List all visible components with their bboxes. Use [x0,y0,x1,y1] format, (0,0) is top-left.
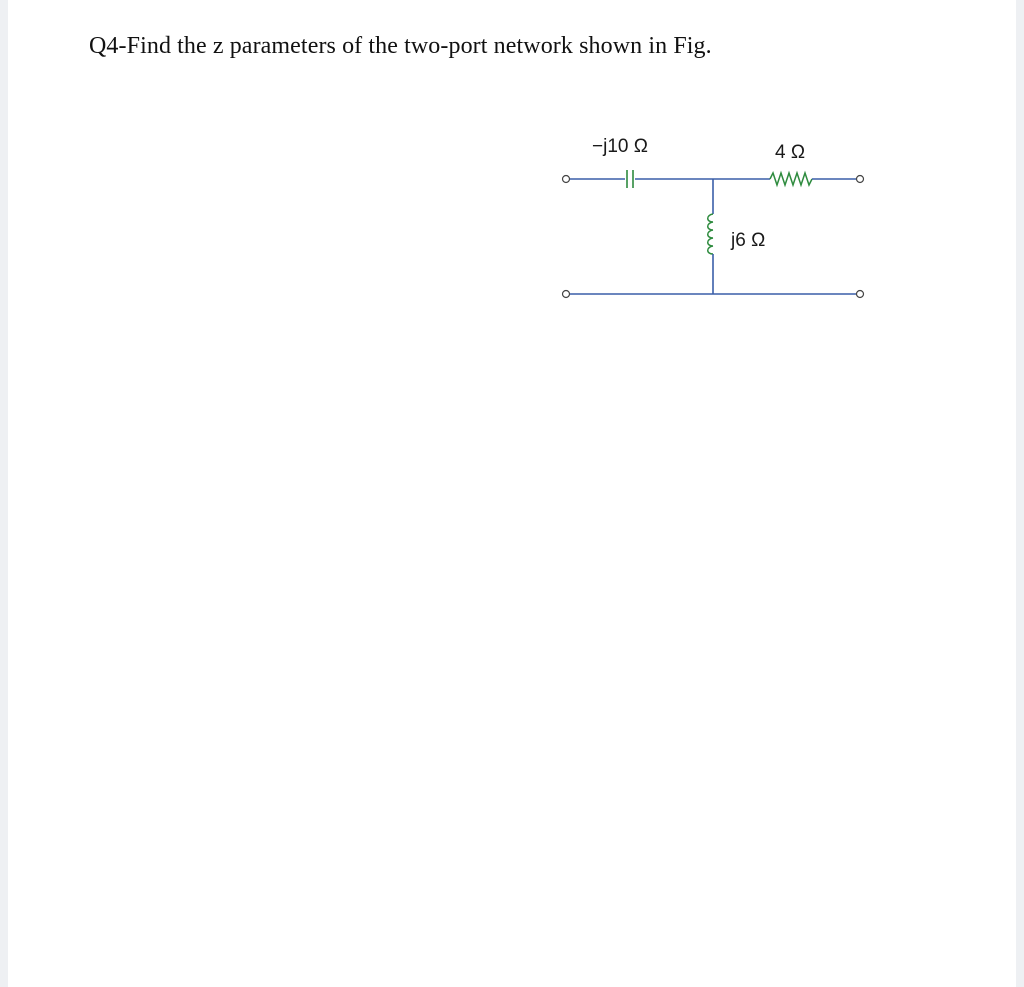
capacitor-label: −j10 Ω [592,136,648,157]
input-terminal-top [563,176,570,183]
resistor-symbol [770,173,812,185]
resistor-label: 4 Ω [775,142,806,163]
question-text: Q4-Find the z parameters of the two-port network shown in Fig. [89,33,712,59]
output-terminal-bottom [857,291,864,298]
input-terminal-bottom [563,291,570,298]
inductor-symbol [708,214,713,254]
inductor-label: j6 Ω [731,230,766,251]
output-terminal-top [857,176,864,183]
capacitor-symbol [627,170,633,188]
